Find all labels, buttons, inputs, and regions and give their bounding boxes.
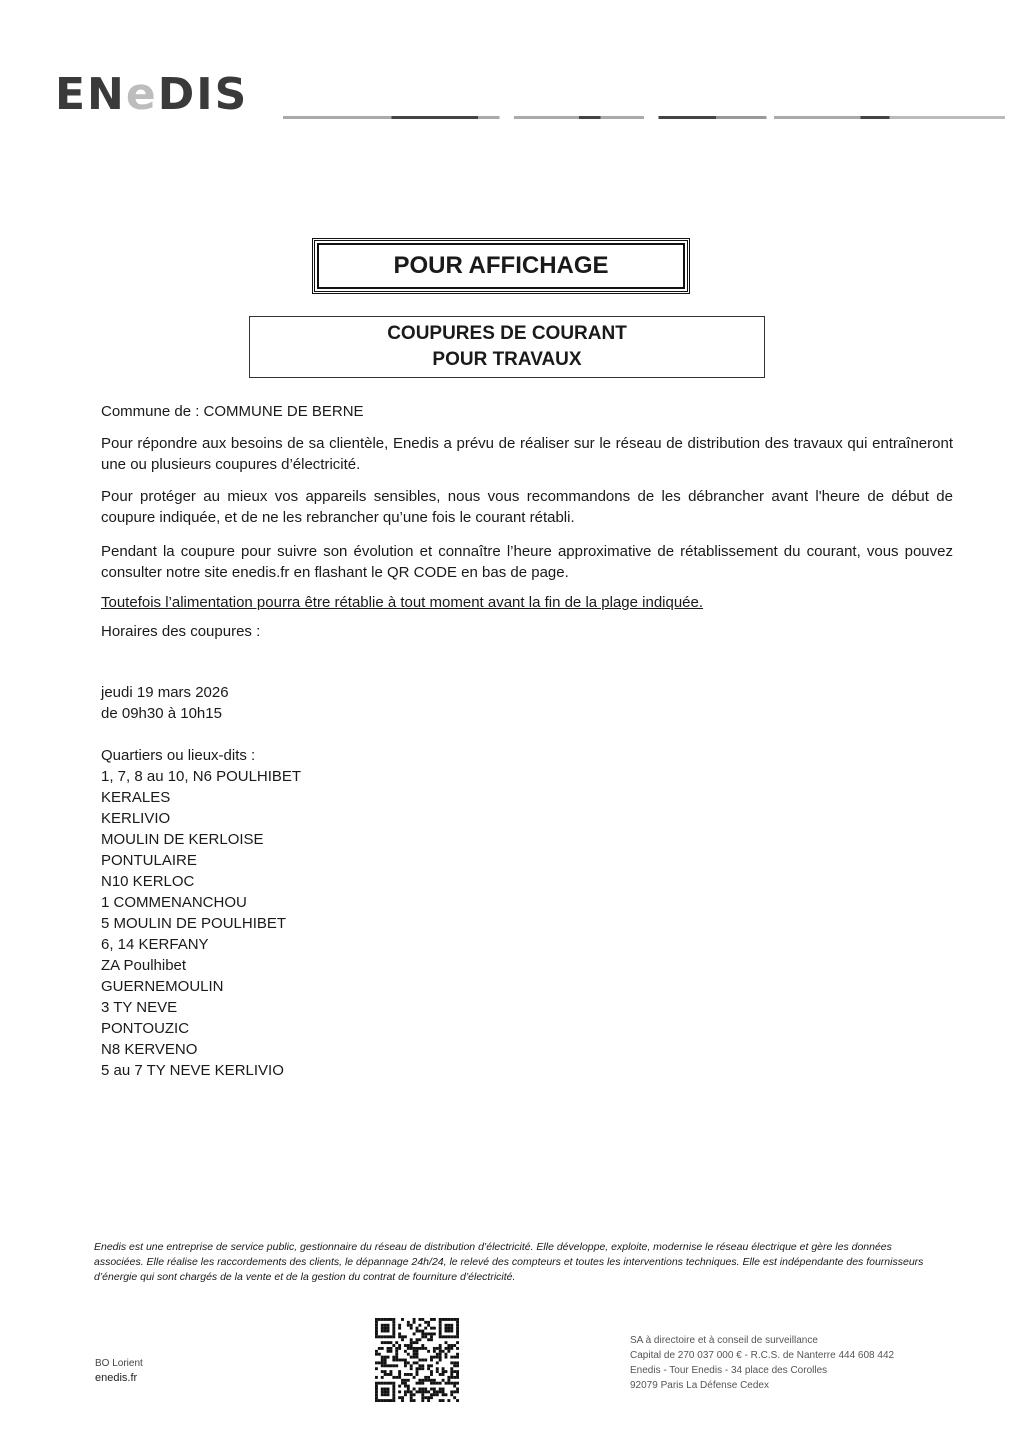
qr-code[interactable] <box>375 1318 459 1402</box>
place-item: 1, 7, 8 au 10, N6 POULHIBET <box>101 768 302 785</box>
subtitle-line: COUPURES DE COURANT <box>387 323 627 344</box>
place-item: 5 au 7 TY NEVE KERLIVIO <box>101 1062 284 1079</box>
outage-date: jeudi 19 mars 2026 <box>101 684 229 701</box>
office-block <box>95 1357 143 1385</box>
outage-time: de 09h30 à 10h15 <box>101 705 222 722</box>
places-label: Quartiers ou lieux-dits : <box>101 747 256 764</box>
enedis-logo: ENeDIS <box>55 69 249 120</box>
place-item: ZA Poulhibet <box>101 957 187 974</box>
schedule-label: Horaires des coupures : <box>101 623 261 640</box>
place-item: PONTULAIRE <box>101 852 197 869</box>
paragraph: Pour répondre aux besoins de sa clientèle, Enedis a prévu de réaliser sur le réseau de distribution des travaux qui entraîneront une ou plusieurs coupures d’électricité. <box>101 435 953 473</box>
place-item: 1 COMMENANCHOU <box>101 894 247 911</box>
commune: Commune de : COMMUNE DE BERNE <box>101 403 364 420</box>
header-rule <box>283 116 1005 119</box>
corporate-line: SA à directoire et à conseil de surveillance <box>630 1335 818 1346</box>
subtitle-box <box>249 316 765 378</box>
place-item: N8 KERVENO <box>101 1041 198 1058</box>
place-item: KERLIVIO <box>101 810 171 827</box>
subtitle-line: POUR TRAVAUX <box>432 349 582 370</box>
place-item: 3 TY NEVE <box>101 999 178 1016</box>
corporate-line: Enedis - Tour Enedis - 34 place des Corolles <box>630 1365 828 1376</box>
place-item: PONTOUZIC <box>101 1020 190 1037</box>
paragraph: Pendant la coupure pour suivre son évolution et connaître l’heure approximative de rétablissement du courant, vous pouvez consulter notre site enedis.fr en flashant le QR CODE en bas de page. <box>101 543 953 581</box>
place-item: 6, 14 KERFANY <box>101 936 209 953</box>
corporate-line: Capital de 270 037 000 € - R.C.S. de Nanterre 444 608 442 <box>630 1350 895 1361</box>
website-link[interactable]: enedis.fr <box>95 1372 138 1384</box>
place-item: N10 KERLOC <box>101 873 195 890</box>
corporate-line: 92079 Paris La Défense Cedex <box>630 1380 769 1391</box>
page-title: POUR AFFICHAGE <box>312 238 690 294</box>
office-name: BO Lorient <box>95 1358 143 1369</box>
place-item: GUERNEMOULIN <box>101 978 224 995</box>
corporate-info <box>630 1333 894 1393</box>
notice: Toutefois l’alimentation pourra être rétablie à tout moment avant la fin de la plage indiquée. <box>101 594 704 611</box>
places-list <box>101 745 301 1081</box>
legal-notice: Enedis est une entreprise de service public, gestionnaire du réseau de distribution d’électricité. Elle développe, exploite, modernise le réseau électrique et gère les données associées. Elle réalise les raccordements des clients, le dépannage 24h/24, le relevé des compteurs et toutes les interventions techniques. Elle est indépendante des fournisseurs d’énergie qui sont chargés de la vente et de la gestion du contrat de fourniture d’électricité. <box>94 1241 924 1283</box>
place-item: MOULIN DE KERLOISE <box>101 831 264 848</box>
place-item: KERALES <box>101 789 171 806</box>
paragraph: Pour protéger au mieux vos appareils sensibles, nous vous recommandons de les débrancher avant l'heure de début de coupure indiquée, et de ne les rebrancher qu’une fois le courant rétabli. <box>101 488 953 526</box>
place-item: 5 MOULIN DE POULHIBET <box>101 915 287 932</box>
